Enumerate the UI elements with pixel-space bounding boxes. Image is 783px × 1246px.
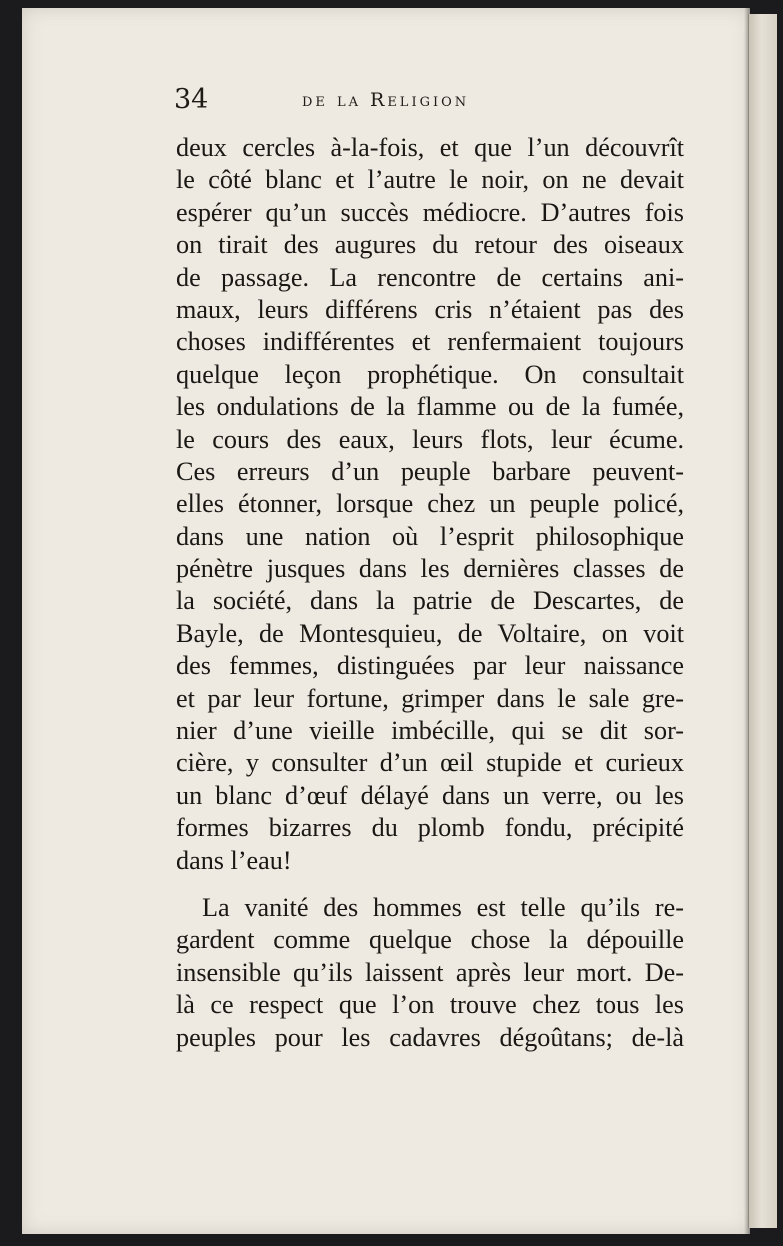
text-line: formes bizarres du plomb fondu, précipité	[176, 813, 684, 843]
page-header	[150, 84, 710, 124]
text-line: cière, y consulter d’un œil stupide et curieux	[176, 748, 684, 778]
running-title: de la Religion	[302, 89, 470, 111]
text-line: elles étonner, lorsque chez un peuple policé,	[176, 489, 684, 519]
text-line: espérer qu’un succès médiocre. D’autres fois	[176, 197, 684, 227]
text-line: nier d’une vieille imbécille, qui se dit sor-	[176, 716, 684, 746]
text-line: choses indifférentes et renfermaient toujours	[176, 327, 684, 357]
paragraph-gap	[176, 877, 684, 892]
page-number: 34	[174, 84, 209, 115]
text-line: Bayle, de Montesquieu, de Voltaire, on voit	[176, 618, 684, 648]
text-line: la société, dans la patrie de Descartes, de	[176, 586, 684, 616]
text-line: dans l’eau!	[176, 845, 292, 875]
text-line: La vanité des hommes est telle qu’ils re-	[202, 892, 684, 922]
text-line: on tirait des augures du retour des oiseaux	[176, 230, 684, 260]
paragraph	[176, 892, 684, 1054]
text-line: un blanc d’œuf délayé dans un verre, ou les	[176, 780, 684, 810]
text-line: maux, leurs différens cris n’étaient pas des	[176, 294, 684, 324]
text-line: insensible qu’ils laissent après leur mort. De-	[176, 957, 684, 987]
text-line: de passage. La rencontre de certains ani-	[176, 262, 684, 292]
text-line: et par leur fortune, grimper dans le sale gre-	[176, 683, 684, 713]
text-line: Ces erreurs d’un peuple barbare peuvent-	[176, 456, 684, 486]
text-line: peuples pour les cadavres dégoûtans; de-là	[176, 1022, 684, 1052]
text-line: le côté blanc et l’autre le noir, on ne devait	[176, 165, 684, 195]
text-line: pénètre jusques dans les dernières classes de	[176, 554, 684, 584]
text-line: le cours des eaux, leurs flots, leur écume.	[176, 424, 684, 454]
adjacent-page-edge	[748, 14, 777, 1228]
text-line: des femmes, distinguées par leur naissance	[176, 651, 684, 681]
text-line: dans une nation où l’esprit philosophique	[176, 521, 684, 551]
paragraph	[176, 132, 684, 877]
text-line: deux cercles à-la-fois, et que l’un découvrît	[176, 133, 684, 162]
text-line: quelque leçon prophétique. On consultait	[176, 359, 684, 389]
text-line: là ce respect que l’on trouve chez tous les	[176, 990, 684, 1020]
text-line: les ondulations de la flamme ou de la fumée,	[176, 392, 684, 422]
body-text	[176, 132, 684, 1054]
text-line: gardent comme quelque chose la dépouille	[176, 925, 684, 955]
